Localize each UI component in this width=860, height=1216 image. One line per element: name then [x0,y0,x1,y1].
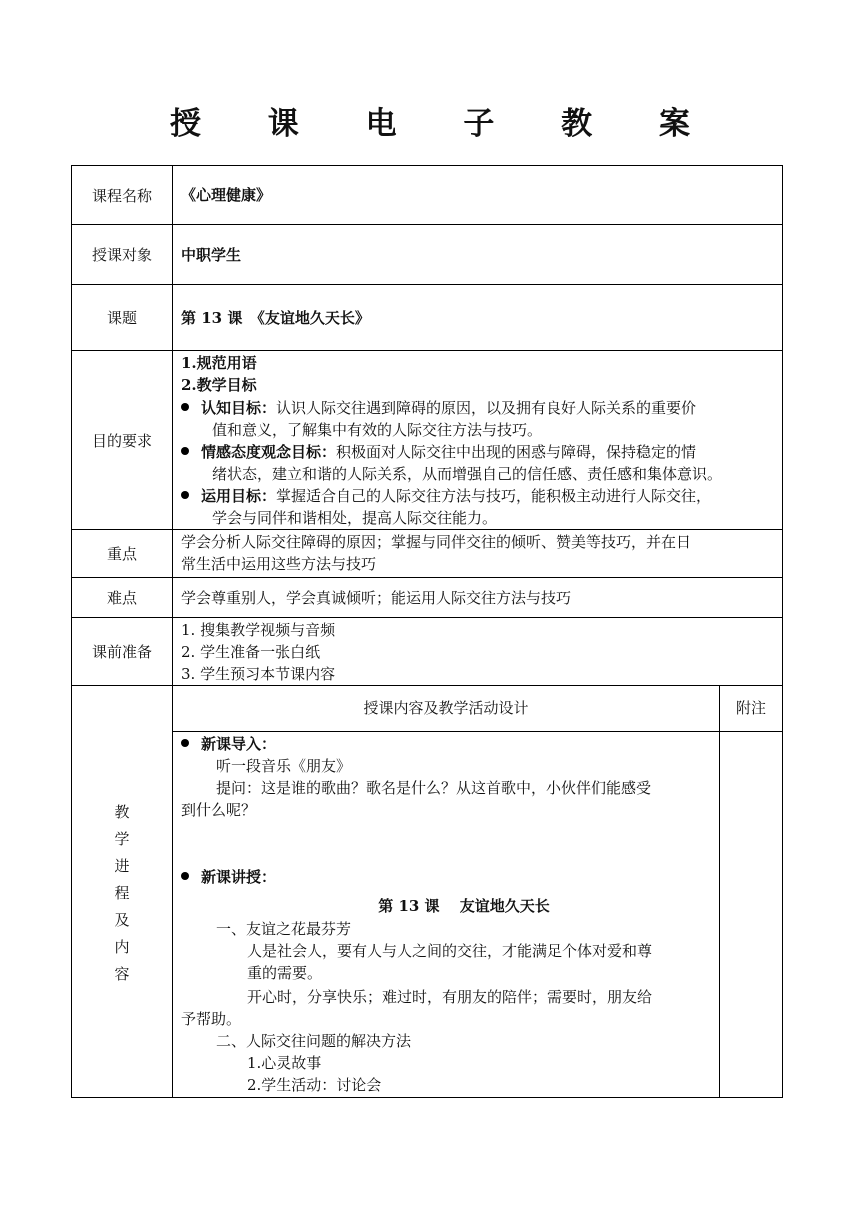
section-1-title: 一、友谊之花最芬芳 [216,920,352,938]
section-1-para-1b: 重的需要。 [247,964,323,982]
difficulties-value: 学会尊重别人，学会真诚倾听；能运用人际交往方法与技巧 [181,589,572,607]
bullet-icon [181,739,189,747]
goal-text-cont: 学会与同伴和谐相处，提高人际交往能力。 [212,509,498,527]
note-column-divider [719,685,720,1098]
process-label-char: 程 [114,884,130,902]
goal-title: 情感态度观念目标： [201,443,337,461]
topic-label: 课题 [106,309,137,327]
section-1-para-2b: 予帮助。 [181,1010,242,1028]
row-divider [71,284,783,285]
intro-line-2: 提问：这是谁的歌曲？歌名是什么？从这首歌中，小伙伴们能感受 [216,779,652,797]
key-points-label: 重点 [106,545,137,563]
process-label-char: 进 [114,857,130,875]
goal-title: 运用目标： [201,487,277,505]
table-border-right [782,165,783,1098]
audience-label: 授课对象 [91,246,152,264]
goal-text-cont: 绪状态，建立和谐的人际关系，从而增强自己的信任感、责任感和集体意识。 [212,465,723,483]
goal-text: 认识人际交往遇到障碍的原因，以及拥有良好人际关系的重要价 [276,399,697,417]
key-points-line-1: 学会分析人际交往障碍的原因；掌握与同伴交往的倾听、赞美等技巧，并在日 [181,533,692,551]
preparation-item-3: 3. 学生预习本节课内容 [181,665,336,683]
audience-value: 中职学生 [181,246,242,264]
process-label [110,799,134,988]
content-column-header: 授课内容及教学活动设计 [363,699,529,717]
process-label-char: 内 [114,938,130,956]
preparation-item-2: 2. 学生准备一张白纸 [181,643,321,661]
goal-item-application [181,485,781,529]
goal-item-cognitive [181,397,781,441]
row-divider [71,617,783,618]
goals-heading-2: 2.教学目标 [181,376,257,394]
section-2-item-1: 1.心灵故事 [247,1054,322,1072]
lecture-title-text: 新课讲授： [201,868,277,886]
table-border-top [71,165,783,166]
difficulties-label: 难点 [106,589,137,607]
goal-item-attitude [181,441,781,485]
bullet-icon [181,447,189,455]
table-border-bottom [71,1097,783,1098]
row-divider [71,529,783,530]
topic-value: 第 13 课 《友谊地久天长》 [181,309,370,327]
row-divider [71,224,783,225]
goal-text-cont: 值和意义，了解集中有效的人际交往方法与技巧。 [212,421,543,439]
key-points-line-2: 常生活中运用这些方法与技巧 [181,555,377,573]
table-divider-label [172,165,173,1098]
intro-line-1: 听一段音乐《朋友》 [216,757,352,775]
bullet-icon [181,403,189,411]
section-2-title: 二、人际交往问题的解决方法 [216,1032,412,1050]
row-divider [172,731,783,732]
goals-label: 目的要求 [91,431,152,450]
row-divider [71,577,783,578]
process-label-char: 学 [114,830,130,848]
intro-line-3: 到什么呢？ [181,801,257,819]
process-label-char: 容 [114,965,130,983]
lesson-heading: 第 13 课 友谊地久天长 [378,897,550,915]
page-title: 授 课 电 子 教 案 [170,106,718,142]
preparation-label: 课前准备 [91,643,152,661]
section-1-para-2a: 开心时，分享快乐；难过时，有朋友的陪伴；需要时，朋友给 [247,988,653,1006]
goal-text: 积极面对人际交往中出现的困惑与障碍，保持稳定的情 [336,443,697,461]
intro-title-text: 新课导入： [201,735,277,753]
course-name-value: 《心理健康》 [181,186,272,204]
bullet-icon [181,872,189,880]
process-label-char: 及 [114,911,130,929]
goals-heading-1: 1.规范用语 [181,354,257,372]
section-2-item-2: 2.学生活动：讨论会 [247,1076,382,1094]
preparation-item-1: 1. 搜集教学视频与音频 [181,621,336,639]
section-1-para-1a: 人是社会人，要有人与人之间的交往，才能满足个体对爱和尊 [247,942,653,960]
lecture-title [181,866,276,888]
intro-title [181,733,276,755]
process-label-char: 教 [114,803,130,821]
note-column-header: 附注 [735,699,766,717]
row-divider [71,685,783,686]
course-name-label: 课程名称 [91,186,152,205]
row-divider [71,350,783,351]
goal-text: 掌握适合自己的人际交往方法与技巧，能积极主动进行人际交往， [276,487,712,505]
bullet-icon [181,491,189,499]
goal-title: 认知目标： [201,399,277,417]
